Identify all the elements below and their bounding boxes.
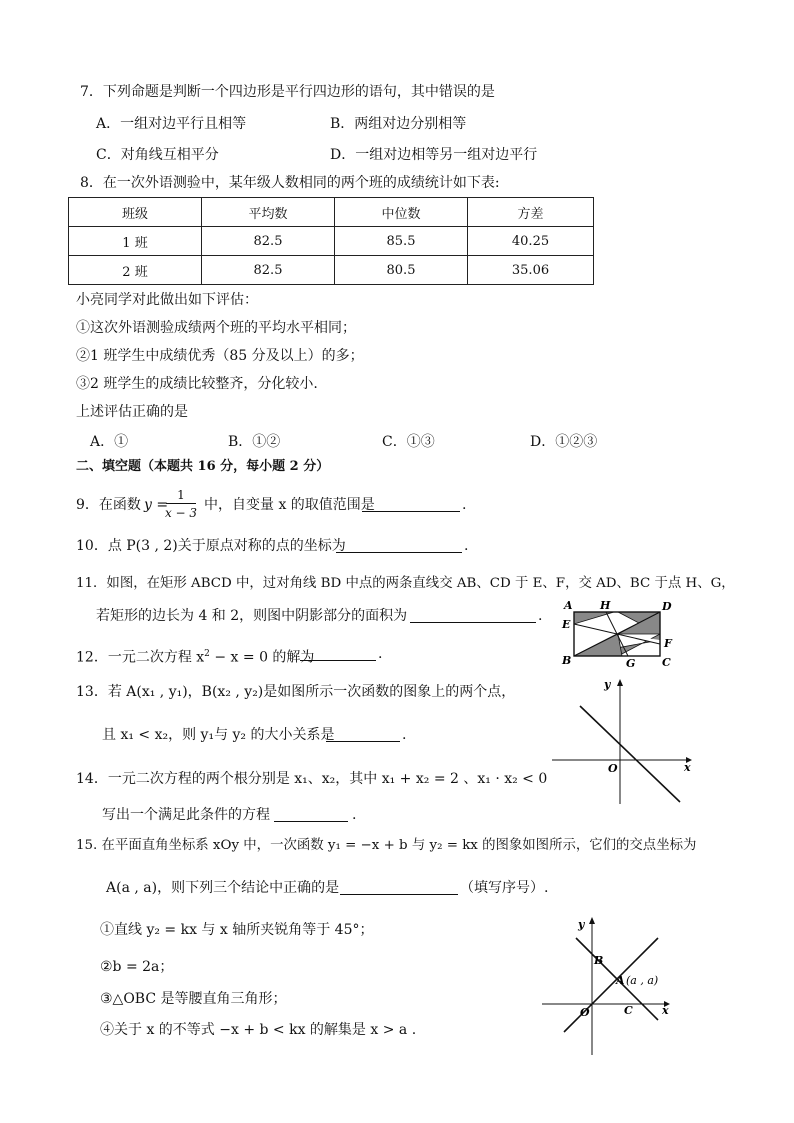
q9-answer-blank[interactable] [362, 496, 460, 512]
q11-line2: 若矩形的边长为 4 和 2，则图中阴影部分的面积为 [96, 608, 408, 624]
table-header: 班级 [69, 198, 202, 227]
table-cell: 1 班 [69, 227, 202, 256]
y-axis-arrow [617, 679, 623, 686]
q7-option-b: B．两组对边分别相等 [330, 116, 467, 132]
q8-option-d: D．①②③ [530, 434, 598, 450]
q8-intro: 小亮同学对此做出如下评估： [76, 292, 258, 308]
table-cell: 82.5 [202, 227, 335, 256]
q10-text: 10．点 P(3 , 2)关于原点对称的点的坐标为 [76, 538, 346, 554]
label-b: B [562, 654, 572, 667]
q7-option-a: A．一组对边平行且相等 [96, 116, 247, 132]
q12-end: . [378, 646, 383, 662]
q14-answer-blank[interactable] [274, 806, 348, 822]
q8-question: 上述评估正确的是 [76, 404, 188, 420]
q8-option-b: B．①② [228, 434, 281, 450]
table-cell: 82.5 [202, 256, 335, 285]
graph-q15 [536, 910, 686, 1060]
q13-line2: 且 x₁ < x₂，则 y₁与 y₂ 的大小关系是 [102, 727, 335, 743]
label-d: D [662, 600, 672, 613]
q10-answer-blank[interactable] [336, 537, 462, 553]
label-b: B [594, 954, 604, 967]
q12-pre: 12．一元二次方程 x [76, 649, 205, 666]
label-y: y [604, 678, 611, 691]
q15-statement-4: ④关于 x 的不等式 −x + b < kx 的解集是 x > a . [100, 1022, 417, 1038]
q13-answer-blank[interactable] [326, 726, 400, 742]
label-x: x [684, 761, 691, 774]
q12-text [76, 644, 314, 668]
q9-numerator: 1 [166, 487, 196, 504]
label-c: C [662, 656, 671, 669]
label-o: O [608, 762, 618, 775]
q9-denominator: x − 3 [164, 506, 198, 520]
y-axis-arrow [589, 917, 595, 924]
q8-stem: 8．在一次外语测验中，某年级人数相同的两个班的成绩统计如下表: [80, 175, 500, 191]
q13-line1: 13．若 A(x₁ , y₁)，B(x₂ , y₂)是如图所示一次函数的图象上的两个点， [76, 684, 516, 700]
q7-stem: 7．下列命题是判断一个四边形是平行四边形的语句，其中错误的是 [80, 84, 495, 100]
table-cell: 80.5 [335, 256, 468, 285]
q9-func-lhs: y = [144, 497, 169, 513]
table-header: 方差 [468, 198, 594, 227]
table-row [69, 227, 594, 256]
q14-line1: 14．一元二次方程的两个根分别是 x₁、x₂，其中 x₁ + x₂ = 2 、x₁ · x₂ < 0 [76, 771, 548, 787]
q15-line2-post: （填写序号）. [460, 880, 549, 896]
table-cell: 35.06 [468, 256, 594, 285]
q15-statement-2: ②b = 2a； [100, 959, 174, 975]
q9-pre: 9．在函数 [76, 497, 141, 513]
q8-option-c: C．①③ [382, 434, 435, 450]
q7-option-d: D．一组对边相等另一组对边平行 [330, 147, 538, 163]
table-cell: 40.25 [468, 227, 594, 256]
label-a: A [564, 599, 573, 612]
q15-line2-pre: A(a , a)，则下列三个结论中正确的是 [106, 880, 340, 896]
table-cell: 2 班 [69, 256, 202, 285]
q10-end: . [464, 538, 469, 554]
table-cell: 85.5 [335, 227, 468, 256]
label-f: F [664, 637, 672, 650]
label-x: x [662, 1004, 669, 1017]
q14-line2: 写出一个满足此条件的方程 [102, 807, 270, 823]
table-row [69, 256, 594, 285]
table-header: 中位数 [335, 198, 468, 227]
q15-answer-blank[interactable] [340, 879, 458, 895]
label-a-coord: (a , a) [626, 974, 659, 987]
q15-line1: 15. 在平面直角坐标系 xOy 中，一次函数 y₁ = −x + b 与 y₂ = kx 的图象如图所示，它们的交点坐标为 [76, 838, 697, 853]
rectangle-figure [556, 596, 686, 672]
table-header: 平均数 [202, 198, 335, 227]
q8-statement-1: ①这次外语测验成绩两个班的平均水平相同； [76, 320, 356, 336]
section-title: 二、填空题（本题共 16 分，每小题 2 分） [76, 459, 330, 474]
q9-post: 中，自变量 x 的取值范围是 [204, 497, 375, 513]
q11-answer-blank[interactable] [410, 607, 536, 623]
q11-line1: 11．如图，在矩形 ABCD 中，过对角线 BD 中点的两条直线交 AB、CD 于 E、F，交 AD、BC 于点 H、G， [76, 576, 735, 591]
q13-end: . [402, 727, 407, 743]
label-o: O [580, 1006, 590, 1019]
q8-statement-3: ③2 班学生的成绩比较整齐，分化较小. [76, 376, 318, 392]
q11-end: . [538, 608, 543, 624]
graph-q13 [540, 674, 700, 808]
q15-statement-3: ③△OBC 是等腰直角三角形； [100, 991, 287, 1007]
q12-answer-blank[interactable] [300, 645, 376, 661]
shaded-triangle [574, 612, 614, 624]
q15-statement-1: ①直线 y₂ = kx 与 x 轴所夹锐角等于 45°； [100, 922, 374, 938]
q8-statement-2: ②1 班学生中成绩优秀（85 分及以上）的多； [76, 348, 364, 364]
function-line [580, 706, 680, 802]
q9-end: . [462, 497, 467, 513]
label-h: H [600, 599, 611, 612]
table-header-row [69, 198, 594, 227]
label-c: C [624, 1004, 633, 1017]
label-g: G [626, 657, 636, 670]
q12-sup: 2 [204, 649, 210, 659]
q8-option-a: A．① [90, 434, 129, 450]
label-a: A [616, 974, 625, 987]
label-y: y [578, 918, 585, 931]
scores-table [68, 197, 594, 285]
q14-end: . [352, 807, 357, 823]
label-e: E [562, 618, 571, 631]
q7-option-c: C．对角线互相平分 [96, 147, 219, 163]
q12-post: − x = 0 的解为 [209, 649, 315, 666]
